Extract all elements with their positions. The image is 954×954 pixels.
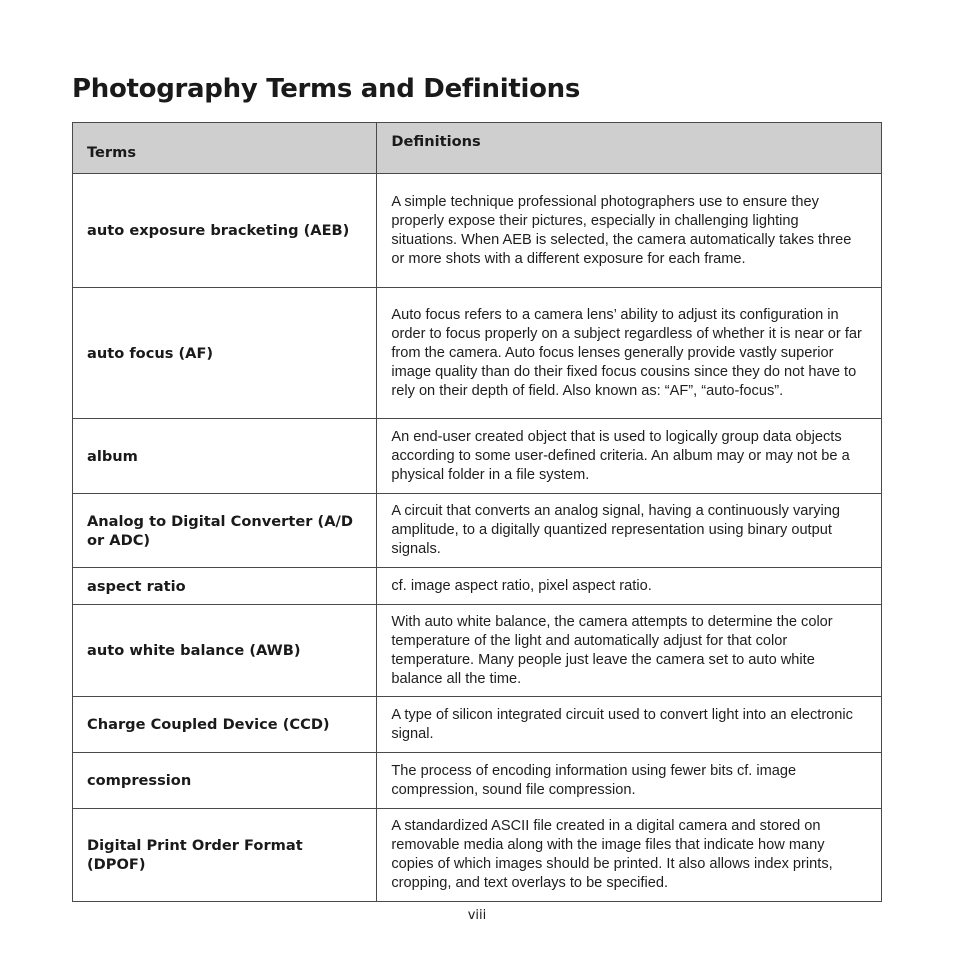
table-row bbox=[73, 419, 882, 494]
term-cell: aspect ratio bbox=[73, 568, 377, 605]
table-header-row bbox=[73, 123, 882, 174]
header-terms: Terms bbox=[73, 123, 377, 174]
table-row bbox=[73, 174, 882, 288]
header-definitions: Definitions bbox=[377, 123, 882, 174]
term-cell: auto focus (AF) bbox=[73, 288, 377, 419]
definition-cell: A type of silicon integrated circuit used to convert light into an electronic signal. bbox=[377, 697, 882, 753]
term-cell: Analog to Digital Converter (A/D or ADC) bbox=[73, 494, 377, 568]
term-cell: Charge Coupled Device (CCD) bbox=[73, 697, 377, 753]
page-number: viii bbox=[467, 908, 487, 923]
table-row bbox=[73, 568, 882, 605]
definition-cell: An end-user created object that is used to logically group data objects according to some user-defined criteria. An album may or may not be a physical folder in a file system. bbox=[377, 419, 882, 494]
definition-cell: A circuit that converts an analog signal, having a continuously varying amplitude, to a digitally quantized representation using binary output signals. bbox=[377, 494, 882, 568]
terms-table bbox=[72, 122, 882, 902]
table-row bbox=[73, 697, 882, 753]
table-row bbox=[73, 494, 882, 568]
table-row bbox=[73, 753, 882, 809]
table-row bbox=[73, 605, 882, 697]
table-row bbox=[73, 288, 882, 419]
table-row bbox=[73, 809, 882, 902]
definition-cell: The process of encoding information using fewer bits cf. image compression, sound file compression. bbox=[377, 753, 882, 809]
term-cell: album bbox=[73, 419, 377, 494]
term-cell: Digital Print Order Format (DPOF) bbox=[73, 809, 377, 902]
term-cell: auto exposure bracketing (AEB) bbox=[73, 174, 377, 288]
definition-cell: Auto focus refers to a camera lens’ ability to adjust its configuration in order to focus properly on a subject regardless of whether it is near or far from the camera. Auto focus lenses generally provide vastly superior image quality than do their fixed focus cousins since they do not have to rely on their depth of field. Also known as: “AF”, “auto-focus”. bbox=[377, 288, 882, 419]
definition-cell: A standardized ASCII file created in a digital camera and stored on removable media along with the image files that indicate how many copies of which images should be printed. It also allows index prints, cropping, and text overlays to be specified. bbox=[377, 809, 882, 902]
page-title: Photography Terms and Definitions bbox=[72, 74, 581, 104]
definition-cell: With auto white balance, the camera attempts to determine the color temperature of the light and automatically adjust for that color temperature. Many people just leave the camera set to auto white balance all the time. bbox=[377, 605, 882, 697]
definition-cell: A simple technique professional photographers use to ensure they properly expose their pictures, especially in challenging lighting situations. When AEB is selected, the camera automatically takes three or more shots with a different exposure for each frame. bbox=[377, 174, 882, 288]
definition-cell: cf. image aspect ratio, pixel aspect ratio. bbox=[377, 568, 882, 605]
term-cell: auto white balance (AWB) bbox=[73, 605, 377, 697]
term-cell: compression bbox=[73, 753, 377, 809]
